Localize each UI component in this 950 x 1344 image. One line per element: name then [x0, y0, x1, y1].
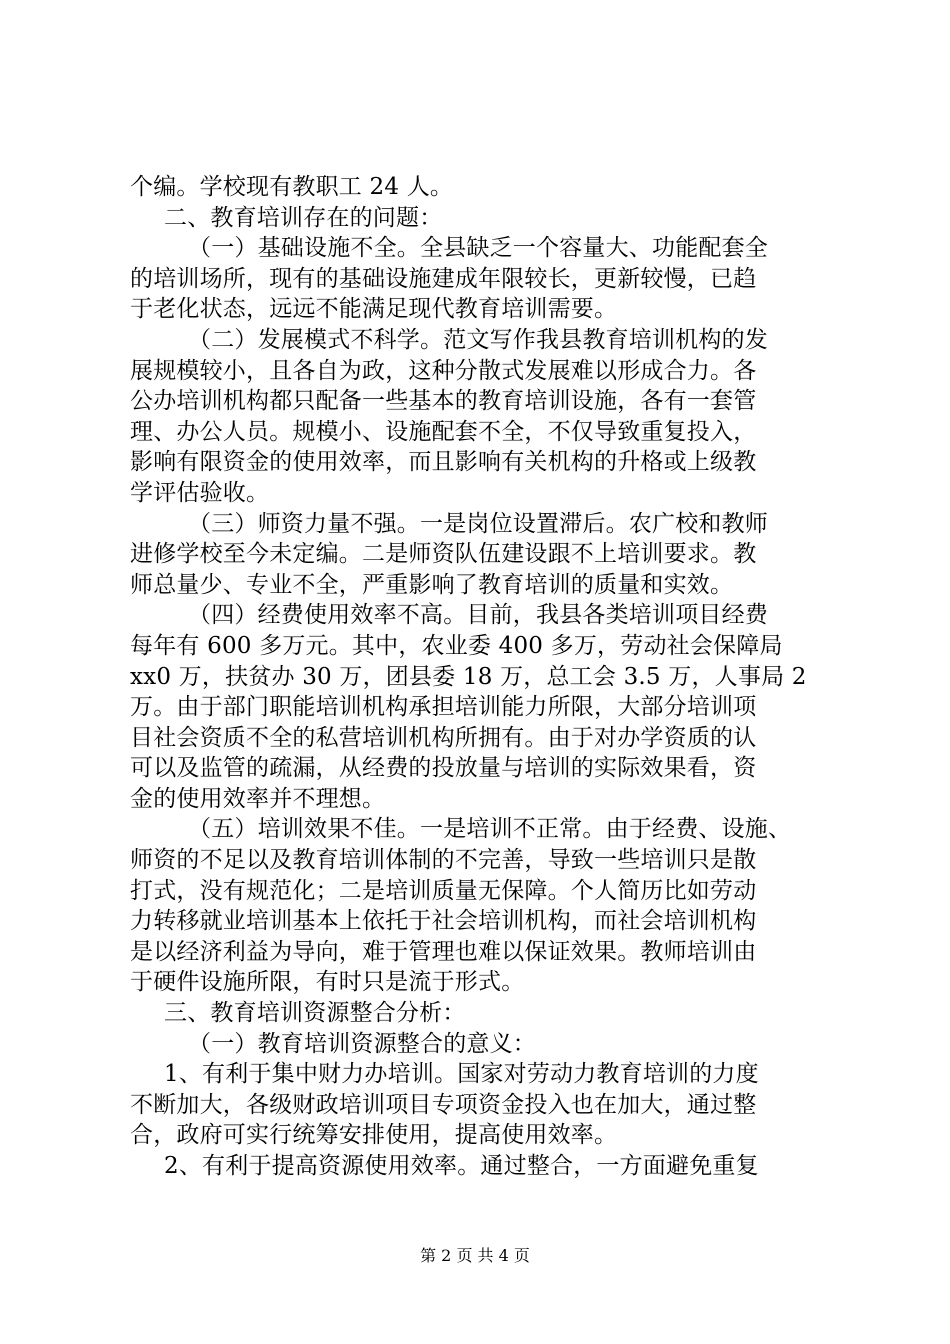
page-footer: 第 2 页 共 4 页 [420, 1246, 530, 1265]
text-line: 师资的不足以及教育培训体制的不完善，导致一些培训只是散 [130, 847, 757, 874]
text-line: 学评估验收。 [130, 479, 270, 506]
text-line: 师总量少、专业不全，严重影响了教育培训的质量和实效。 [130, 571, 734, 598]
text-line: 进修学校至今未定编。二是师资队伍建设跟不上培训要求。教 [130, 541, 757, 568]
text-line: xx0 万，扶贫办 30 万，团县委 18 万，总工会 3.5 万，人事局 2 [130, 663, 807, 690]
text-line: 是以经济利益为导向，难于管理也难以保证效果。教师培训由 [130, 938, 757, 965]
text-line: 二、教育培训存在的问题： [164, 204, 443, 231]
text-line: 金的使用效率并不理想。 [130, 785, 386, 812]
text-line: 于硬件设施所限，有时只是流于形式。 [130, 969, 525, 996]
text-line: 三、教育培训资源整合分析： [164, 1000, 466, 1027]
text-line: 1、有利于集中财力办培训。国家对劳动力教育培训的力度 [164, 1061, 759, 1088]
text-line: 不断加大，各级财政培训项目专项资金投入也在加大，通过整 [130, 1091, 757, 1118]
text-line: 个编。学校现有教职工 24 人。 [130, 174, 454, 200]
document-body [130, 172, 830, 1182]
text-line: 合，政府可实行统筹安排使用，提高使用效率。 [130, 1122, 618, 1149]
text-line: （五）培训效果不佳。一是培训不正常。由于经费、设施、 [188, 816, 792, 843]
text-line: （一）基础设施不全。全县缺乏一个容量大、功能配套全 [188, 235, 768, 262]
text-line: 目社会资质不全的私营培训机构所拥有。由于对办学资质的认 [130, 724, 757, 751]
text-line: 可以及监管的疏漏，从经费的投放量与培训的实际效果看，资 [130, 755, 757, 782]
text-line: 力转移就业培训基本上依托于社会培训机构，而社会培训机构 [130, 908, 757, 935]
text-line: 理、办公人员。规模小、设施配套不全，不仅导致重复投入， [130, 418, 757, 445]
text-line: 于老化状态，远远不能满足现代教育培训需要。 [130, 296, 618, 323]
text-line: 每年有 600 多万元。其中，农业委 400 多万，劳动社会保障局 [130, 632, 783, 659]
text-line: 公办培训机构都只配备一些基本的教育培训设施，各有一套管 [130, 388, 757, 415]
text-line: 展规模较小，且各自为政，这种分散式发展难以形成合力。各 [130, 357, 757, 384]
text-line: （三）师资力量不强。一是岗位设置滞后。农广校和教师 [188, 510, 768, 537]
text-line: （一）教育培训资源整合的意义： [188, 1030, 536, 1057]
text-line: 影响有限资金的使用效率，而且影响有关机构的升格或上级教 [130, 449, 757, 476]
text-line: 万。由于部门职能培训机构承担培训能力所限，大部分培训项 [130, 694, 757, 721]
text-line: （四）经费使用效率不高。目前，我县各类培训项目经费 [188, 602, 768, 629]
text-line: 2、有利于提高资源使用效率。通过整合，一方面避免重复 [164, 1153, 759, 1179]
text-line: （二）发展模式不科学。范文写作我县教育培训机构的发 [188, 326, 768, 353]
text-line: 的培训场所，现有的基础设施建成年限较长，更新较慢，已趋 [130, 265, 757, 292]
text-line: 打式，没有规范化；二是培训质量无保障。个人简历比如劳动 [130, 877, 757, 904]
